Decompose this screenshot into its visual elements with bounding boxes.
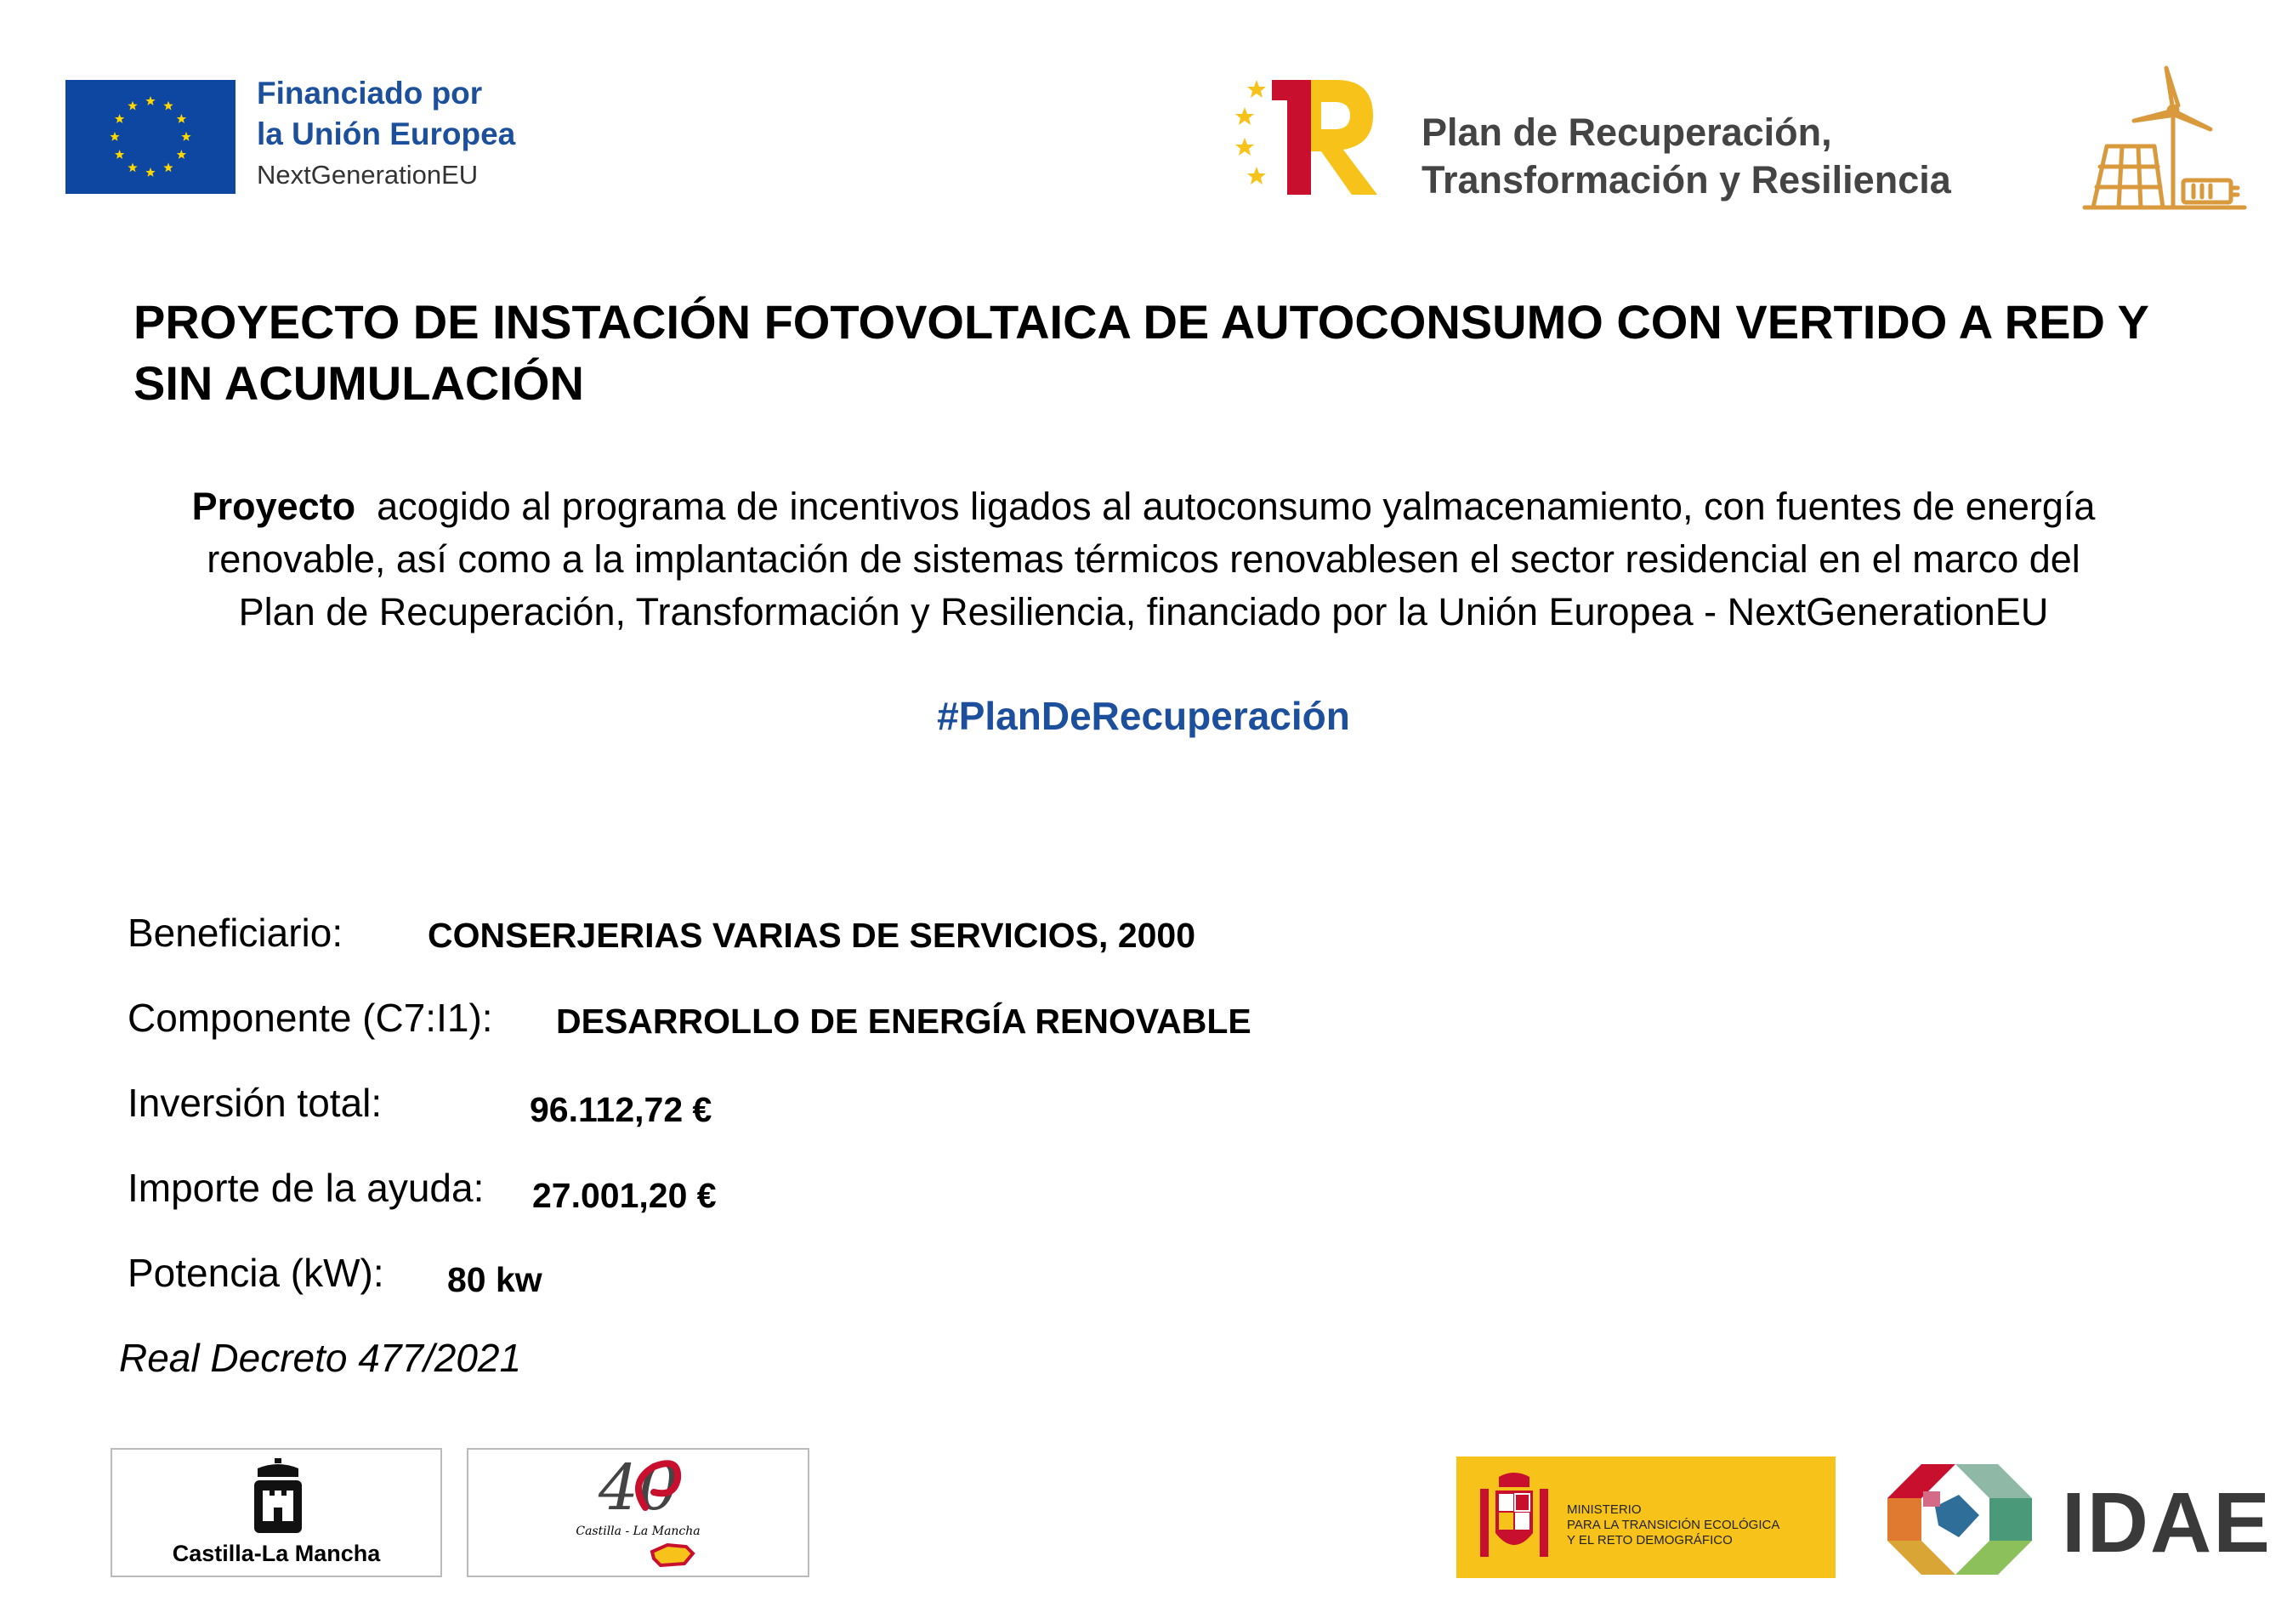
idae-knot-icon bbox=[1870, 1456, 2045, 1583]
eu-star bbox=[163, 101, 173, 111]
eu-stars-icon bbox=[65, 80, 236, 194]
idae-logo-mark bbox=[1870, 1456, 2045, 1583]
potencia-label: Potencia (kW): bbox=[128, 1251, 384, 1295]
decree-reference: Real Decreto 477/2021 bbox=[119, 1336, 522, 1380]
ministerio-l3: Y EL RETO DEMOGRÁFICO bbox=[1567, 1533, 1733, 1547]
prtr-line2: Transformación y Resiliencia bbox=[1422, 158, 1951, 202]
eu-star bbox=[181, 132, 190, 141]
page-title: PROYECTO DE INSTACIÓN FOTOVOLTAICA DE AUTOCONSUMO CON VERTIDO A RED Y SIN ACUMULACIÓN bbox=[133, 295, 2148, 410]
intro-line1-rest: acogido al programa de incentivos ligados al autoconsumo yalmacenamiento, con fuentes de energía bbox=[355, 485, 2096, 528]
inversion-label: Inversión total: bbox=[128, 1081, 383, 1125]
castilla-la-mancha-logo bbox=[111, 1448, 442, 1577]
componente-label: Componente (C7:I1): bbox=[128, 996, 493, 1040]
prtr-line1: Plan de Recuperación, bbox=[1422, 111, 1832, 154]
ministerio-logo bbox=[1456, 1456, 1836, 1578]
eu-funding-text bbox=[257, 73, 515, 192]
clm-name: Castilla-La Mancha bbox=[172, 1541, 381, 1566]
importe-value: 27.001,20 € bbox=[532, 1176, 717, 1215]
eu-line1: Financiado por bbox=[257, 76, 483, 111]
eu-star bbox=[145, 168, 155, 177]
beneficiario-value: CONSERJERIAS VARIAS DE SERVICIOS, 2000 bbox=[428, 916, 1196, 955]
ministerio-text bbox=[1567, 1502, 1779, 1548]
eu-star bbox=[128, 101, 137, 111]
castle-crest-icon bbox=[251, 1458, 305, 1536]
anniv-swirl-icon bbox=[611, 1456, 696, 1525]
ministerio-l2: PARA LA TRANSICIÓN ECOLÓGICA bbox=[1567, 1518, 1780, 1532]
eu-star bbox=[163, 162, 173, 172]
eu-star bbox=[177, 150, 186, 159]
intro-line1 bbox=[102, 480, 2185, 533]
spain-map-icon bbox=[649, 1542, 696, 1567]
spain-coat-of-arms-icon bbox=[1473, 1468, 1555, 1567]
prtr-logo bbox=[1233, 71, 1386, 199]
eu-line2: la Unión Europea bbox=[257, 116, 516, 152]
eu-star bbox=[145, 96, 155, 105]
intro-line2: renovable, así como a la implantación de sistemas térmicos renovablesen el sector residencial en el marco del bbox=[207, 537, 2080, 582]
wind-solar-battery-icon bbox=[2081, 61, 2248, 213]
eu-star bbox=[128, 162, 137, 172]
anniv-sub: Castilla - La Mancha bbox=[576, 1525, 701, 1538]
eu-line3: NextGenerationEU bbox=[257, 160, 479, 190]
eu-star bbox=[115, 150, 124, 159]
eu-star bbox=[110, 132, 119, 141]
eu-star bbox=[177, 114, 186, 123]
beneficiario-label: Beneficiario: bbox=[128, 911, 343, 955]
ministerio-l1: MINISTERIO bbox=[1567, 1502, 1642, 1517]
intro-paragraph bbox=[102, 480, 2185, 639]
eu-flag-logo bbox=[65, 80, 236, 194]
importe-label: Importe de la ayuda: bbox=[128, 1166, 485, 1210]
anniv-mark: 40 bbox=[598, 1451, 679, 1525]
idae-wordmark: IDAE bbox=[2062, 1475, 2272, 1570]
potencia-value: 80 kw bbox=[447, 1260, 542, 1299]
inversion-value: 96.112,72 € bbox=[530, 1090, 712, 1129]
componente-value: DESARROLLO DE ENERGÍA RENOVABLE bbox=[556, 1002, 1251, 1041]
eu-star bbox=[115, 114, 124, 123]
intro-bold-lead: Proyecto bbox=[191, 485, 356, 528]
intro-line3: Plan de Recuperación, Transformación y Resiliencia, financiado por la Unión Europea - NextGenerationEU bbox=[238, 590, 2049, 634]
anniversary-40-logo bbox=[467, 1448, 809, 1577]
hashtag: #PlanDeRecuperación bbox=[937, 694, 1350, 738]
prtr-title bbox=[1422, 109, 1951, 205]
